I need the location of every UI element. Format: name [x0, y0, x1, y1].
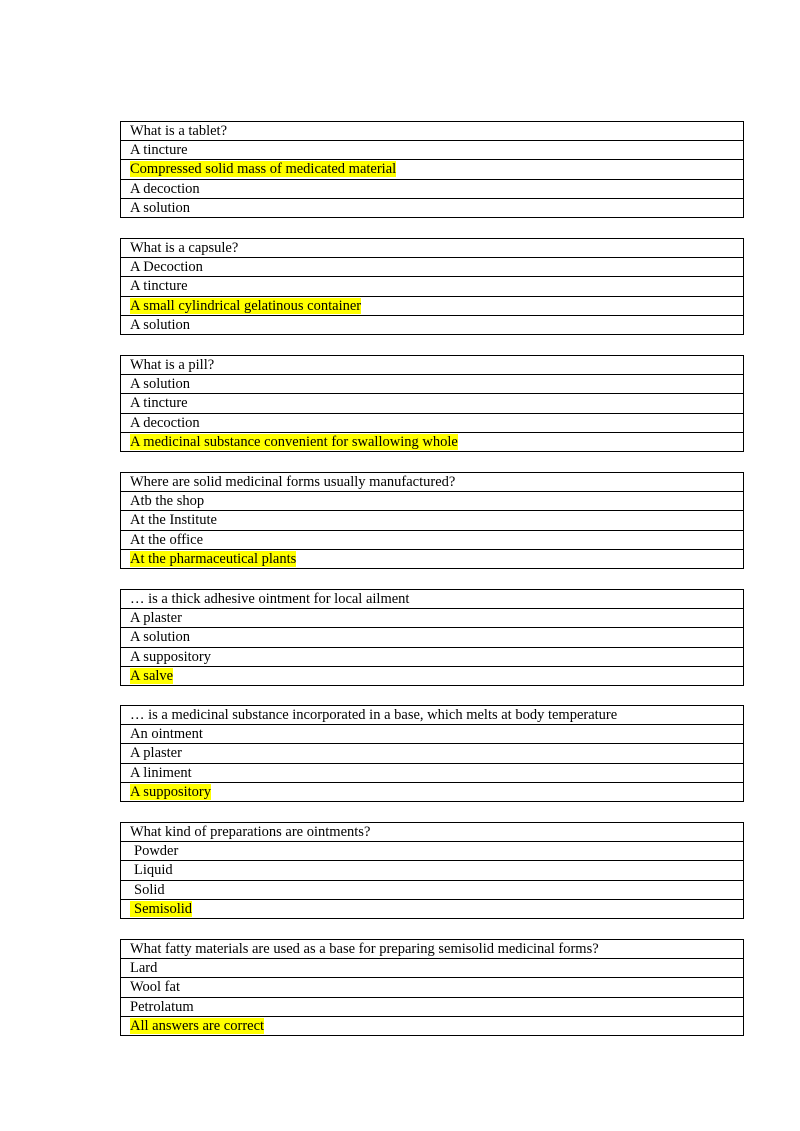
correct-option-text: A small cylindrical gelatinous container — [130, 297, 362, 314]
question-row — [121, 122, 744, 141]
option-text: At the office — [130, 531, 204, 548]
option-text: A tincture — [130, 395, 188, 412]
option-row — [121, 978, 744, 997]
correct-option-text: All answers are correct — [130, 1017, 265, 1034]
option-row — [121, 609, 744, 628]
option-text: A decoction — [130, 180, 200, 197]
question-row — [121, 823, 744, 842]
option-row — [121, 744, 744, 763]
option-row — [121, 628, 744, 647]
option-text: Atb the shop — [130, 493, 205, 510]
option-row — [121, 782, 744, 801]
option-text: Liquid — [134, 862, 173, 879]
question-block-3 — [120, 355, 744, 452]
correct-option-text: Semisolid — [130, 901, 192, 917]
option-text: At the Institute — [130, 512, 217, 529]
question-block-2 — [120, 238, 744, 335]
option-row — [121, 296, 744, 315]
question-text: What kind of preparations are ointments? — [121, 823, 744, 842]
option-row — [121, 315, 744, 334]
option-row — [121, 277, 744, 296]
option-text: A plaster — [130, 745, 182, 762]
question-text: What is a tablet? — [121, 122, 744, 141]
option-row — [121, 375, 744, 394]
question-text: … is a medicinal substance incorporated in a base, which melts at body temperature — [121, 706, 744, 725]
question-row — [121, 239, 744, 258]
option-row — [121, 432, 744, 451]
option-row — [121, 141, 744, 160]
question-block-7 — [120, 822, 744, 919]
option-text: Powder — [134, 843, 179, 860]
correct-option-text: Compressed solid mass of medicated material — [130, 161, 397, 178]
option-text: A suppository — [130, 648, 211, 665]
correct-option-text: A suppository — [130, 783, 211, 800]
question-block-5 — [120, 589, 744, 686]
option-text: A decoction — [130, 414, 200, 431]
option-row — [121, 842, 744, 861]
option-text: A solution — [130, 376, 191, 393]
option-row — [121, 492, 744, 511]
option-text: Solid — [134, 881, 165, 898]
option-row — [121, 1016, 744, 1035]
option-row — [121, 258, 744, 277]
option-row — [121, 763, 744, 782]
option-text: A tincture — [130, 142, 188, 159]
option-row — [121, 647, 744, 666]
option-text: A solution — [130, 629, 191, 646]
option-text: A liniment — [130, 764, 192, 781]
option-row — [121, 530, 744, 549]
question-block-6 — [120, 705, 744, 802]
option-text: A solution — [130, 316, 191, 333]
correct-option-text: At the pharmaceutical plants — [130, 550, 297, 567]
correct-option-text: A salve — [130, 667, 174, 684]
question-text: What is a pill? — [121, 356, 744, 375]
question-row — [121, 706, 744, 725]
option-text: An ointment — [130, 726, 203, 743]
question-block-1 — [120, 121, 744, 218]
question-block-8 — [120, 939, 744, 1036]
question-row — [121, 590, 744, 609]
question-block-4 — [120, 472, 744, 569]
option-row — [121, 997, 744, 1016]
option-row — [121, 549, 744, 568]
option-row — [121, 880, 744, 899]
option-row — [121, 160, 744, 179]
option-row — [121, 413, 744, 432]
option-row — [121, 959, 744, 978]
question-row — [121, 473, 744, 492]
option-text: A plaster — [130, 610, 182, 627]
option-text: A Decoction — [130, 259, 203, 276]
option-row — [121, 725, 744, 744]
option-text: A tincture — [130, 278, 188, 295]
question-text: Where are solid medicinal forms usually manufactured? — [121, 473, 744, 492]
option-row — [121, 899, 744, 918]
question-text: What fatty materials are used as a base for preparing semisolid medicinal forms? — [121, 940, 744, 959]
option-text: Lard — [130, 960, 158, 977]
question-text: … is a thick adhesive ointment for local ailment — [121, 590, 744, 609]
option-text: Wool fat — [130, 979, 180, 996]
correct-option-text: A medicinal substance convenient for swallowing whole — [130, 433, 458, 450]
question-text: What is a capsule? — [121, 239, 744, 258]
option-row — [121, 179, 744, 198]
question-row — [121, 940, 744, 959]
option-row — [121, 861, 744, 880]
option-row — [121, 511, 744, 530]
option-text: Petrolatum — [130, 998, 194, 1015]
option-row — [121, 394, 744, 413]
option-text: A solution — [130, 199, 191, 216]
option-row — [121, 666, 744, 685]
option-row — [121, 198, 744, 217]
question-row — [121, 356, 744, 375]
